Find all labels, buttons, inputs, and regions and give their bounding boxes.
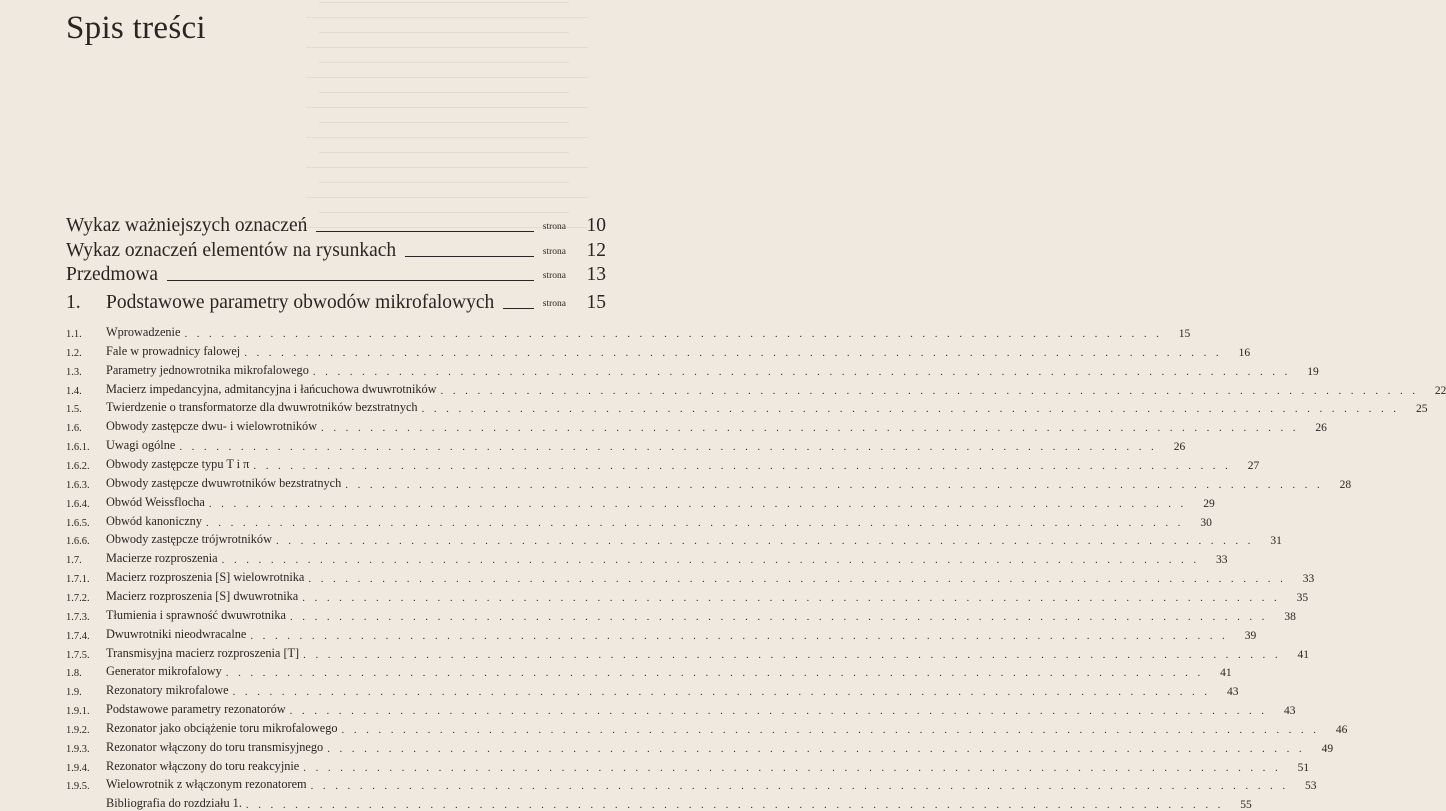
entry-number: 1.9.2.: [66, 724, 90, 736]
toc-entry[interactable]: [66, 455, 1260, 472]
leader-rule: [405, 256, 534, 257]
dot-leader: . . . . . . . . . . . . . . . . . . . . . . . . . . . . . . . . . . . . . . . . . . . . . . . . . . . . . . . . . . . . . . . . . . . . . . . . . . . . . . . .: [303, 761, 1282, 774]
page-number: 43: [1226, 686, 1239, 699]
page-number: 38: [1284, 610, 1296, 623]
dot-leader: . . . . . . . . . . . . . . . . . . . . . . . . . . . . . . . . . . . . . . . . . . . . . . . . . . . . . . . . . . . . . . . . . . . . . . . . . . . . . . . .: [327, 742, 1306, 755]
entry-number: 1.6.5.: [66, 517, 90, 529]
entry-number: 1.2.: [66, 347, 82, 359]
entry-title: Macierz rozproszenia [S] wielowrotnika: [106, 570, 305, 584]
toc-entry[interactable]: [66, 757, 1310, 774]
page-number: 39: [1244, 629, 1257, 642]
page-number: 53: [1304, 780, 1317, 793]
toc-entry[interactable]: [66, 323, 1191, 340]
entry-title: Podstawowe parametry rezonatorów: [106, 702, 286, 716]
dot-leader: . . . . . . . . . . . . . . . . . . . . . . . . . . . . . . . . . . . . . . . . . . . . . . . . . . . . . . . . . . . . . . . . . . . . . . . . . . . . . . . .: [205, 516, 1184, 529]
entry-number: 1.9.3.: [66, 743, 90, 755]
leader-rule: [503, 308, 533, 309]
toc-major-entry[interactable]: [66, 262, 606, 286]
entry-title: Dwuwrotniki nieodwracalne: [106, 626, 247, 641]
page-title: Spis treści: [66, 10, 206, 46]
entry-number: 1.9.: [66, 687, 82, 699]
entry-number: 1.7.3.: [66, 611, 90, 623]
entry-title: Twierdzenie o transformatorze dla dwuwrotników bezstratnych: [106, 400, 418, 415]
dot-leader: . . . . . . . . . . . . . . . . . . . . . . . . . . . . . . . . . . . . . . . . . . . . . . . . . . . . . . . . . . . . . . . . . . . . . . . . . . . . . . . .: [312, 365, 1291, 378]
entry-title: Parametry jednowrotnika mikrofalowego: [106, 362, 309, 377]
toc-entry[interactable]: [66, 436, 1186, 454]
entry-title: Generator mikrofalowy: [106, 664, 222, 679]
toc-entry[interactable]: [66, 549, 1228, 567]
page-number: 13: [586, 264, 606, 285]
entry-number: 1.7.2.: [66, 592, 90, 604]
entry-number: 1.6.3.: [66, 479, 90, 491]
toc-entry[interactable]: [66, 568, 1315, 585]
page-number: 49: [1321, 742, 1334, 755]
toc-entry[interactable]: [66, 493, 1215, 510]
entry-title: Macierz rozproszenia [S] dwuwrotnika: [106, 588, 299, 603]
entry-title: Przedmowa: [66, 264, 159, 285]
entry-title: Wykaz ważniejszych oznaczeń: [66, 215, 308, 236]
dot-leader: . . . . . . . . . . . . . . . . . . . . . . . . . . . . . . . . . . . . . . . . . . . . . . . . . . . . . . . . . . . . . . . . . . . . . . . . . . . . . . . .: [179, 441, 1158, 454]
dot-leader: . . . . . . . . . . . . . . . . . . . . . . . . . . . . . . . . . . . . . . . . . . . . . . . . . . . . . . . . . . . . . . . . . . . . . . . . . . . . . . . .: [421, 403, 1400, 416]
page-number: 28: [1339, 478, 1352, 491]
page-number: 41: [1220, 667, 1232, 680]
entry-title: Wykaz oznaczeń elementów na rysunkach: [66, 240, 397, 261]
toc-entry[interactable]: [66, 530, 1282, 548]
page-number: 27: [1247, 460, 1260, 472]
dot-leader: . . . . . . . . . . . . . . . . . . . . . . . . . . . . . . . . . . . . . . . . . . . . . . . . . . . . . . . . . . . . . . . . . . . . . . . . . . . . . . . .: [275, 535, 1254, 548]
entry-number: 1.6.4.: [66, 498, 90, 510]
entry-title: Rezonator jako obciążenie toru mikrofalowego: [106, 720, 338, 735]
page-number: 55: [1240, 799, 1252, 811]
toc-major-entry[interactable]: [66, 238, 606, 262]
toc-entry[interactable]: [66, 417, 1327, 435]
leader-rule: [316, 231, 533, 232]
toc-entry[interactable]: [66, 700, 1296, 717]
page-number: 12: [586, 240, 606, 261]
strona-label: strona: [542, 222, 566, 232]
entry-number: 1.3.: [66, 366, 82, 378]
dot-leader: . . . . . . . . . . . . . . . . . . . . . . . . . . . . . . . . . . . . . . . . . . . . . . . . . . . . . . . . . . . . . . . . . . . . . . . . . . . . . . . .: [225, 667, 1204, 680]
entry-number: 1.1.: [66, 329, 82, 340]
toc-entry[interactable]: [66, 606, 1296, 623]
dot-leader: . . . . . . . . . . . . . . . . . . . . . . . . . . . . . . . . . . . . . . . . . . . . . . . . . . . . . . . . . . . . . . . . . . . . . . . . . . . . . . . .: [310, 780, 1289, 793]
entry-number: 1.8.: [66, 668, 82, 680]
page-number: 25: [1415, 403, 1428, 416]
entry-title: Macierze rozproszenia: [106, 551, 218, 566]
dot-leader: . . . . . . . . . . . . . . . . . . . . . . . . . . . . . . . . . . . . . . . . . . . . . . . . . . . . . . . . . . . . . . . . . . . . . . . . . . . . . . . .: [221, 554, 1200, 567]
entry-number: 1.6.: [66, 423, 82, 435]
toc-entry[interactable]: [66, 662, 1232, 680]
entry-number: 1.7.4.: [66, 630, 90, 642]
dot-leader: . . . . . . . . . . . . . . . . . . . . . . . . . . . . . . . . . . . . . . . . . . . . . . . . . . . . . . . . . . . . . . . . . . . . . . . . . . . . . . . .: [245, 799, 1224, 811]
page-number: 41: [1297, 648, 1310, 661]
page-number: 31: [1270, 535, 1282, 548]
entry-title: Transmisyjna macierz rozproszenia [T]: [106, 645, 300, 660]
entry-number: 1.5.: [66, 404, 82, 416]
entry-number: 1.9.1.: [66, 706, 90, 717]
toc-entry[interactable]: [66, 361, 1319, 378]
toc-entry[interactable]: [66, 775, 1317, 793]
page-number: 10: [586, 215, 606, 236]
dot-leader: . . . . . . . . . . . . . . . . . . . . . . . . . . . . . . . . . . . . . . . . . . . . . . . . . . . . . . . . . . . . . . . . . . . . . . . . . . . . . . . .: [302, 591, 1281, 604]
page-number: 16: [1238, 346, 1251, 359]
page-number: 26: [1315, 422, 1327, 435]
toc-entry[interactable]: [66, 398, 1428, 416]
entry-title: Obwód Weissflocha: [106, 494, 205, 509]
page-number: 33: [1216, 554, 1228, 567]
toc-entry[interactable]: [66, 380, 1446, 397]
page-number: 29: [1203, 497, 1215, 510]
page-number: 35: [1296, 591, 1309, 604]
strona-label: strona: [542, 299, 566, 309]
toc-entry[interactable]: [66, 738, 1334, 755]
dot-leader: . . . . . . . . . . . . . . . . . . . . . . . . . . . . . . . . . . . . . . . . . . . . . . . . . . . . . . . . . . . . . . . . . . . . . . . . . . . . . . . .: [184, 328, 1163, 340]
dot-leader: . . . . . . . . . . . . . . . . . . . . . . . . . . . . . . . . . . . . . . . . . . . . . . . . . . . . . . . . . . . . . . . . . . . . . . . . . . . . . . . .: [341, 723, 1320, 736]
toc-entry[interactable]: [66, 794, 1252, 811]
strona-label: strona: [542, 271, 566, 281]
entry-number: 1.6.2.: [66, 461, 90, 472]
dot-leader: . . . . . . . . . . . . . . . . . . . . . . . . . . . . . . . . . . . . . . . . . . . . . . . . . . . . . . . . . . . . . . . . . . . . . . . . . . . . . . . .: [232, 686, 1211, 699]
dot-leader: . . . . . . . . . . . . . . . . . . . . . . . . . . . . . . . . . . . . . . . . . . . . . . . . . . . . . . . . . . . . . . . . . . . . . . . . . . . . . . . .: [345, 478, 1324, 491]
toc-entry[interactable]: [66, 681, 1239, 699]
page-number: 15: [586, 292, 606, 313]
entry-number: 1.6.1.: [66, 442, 90, 454]
page-number: 43: [1283, 705, 1296, 717]
dot-leader: . . . . . . . . . . . . . . . . . . . . . . . . . . . . . . . . . . . . . . . . . . . . . . . . . . . . . . . . . . . . . . . . . . . . . . . . . . . . . . . .: [244, 346, 1223, 359]
entry-title: Rezonator włączony do toru reakcyjnie: [106, 758, 300, 773]
toc-major-entry[interactable]: [66, 213, 606, 237]
entry-title: Fale w prowadnicy falowej: [106, 343, 241, 358]
entry-title: Obwody zastępcze dwuwrotników bezstratnych: [106, 475, 342, 490]
toc-entry[interactable]: [66, 719, 1348, 736]
dot-leader: . . . . . . . . . . . . . . . . . . . . . . . . . . . . . . . . . . . . . . . . . . . . . . . . . . . . . . . . . . . . . . . . . . . . . . . . . . . . . . . .: [440, 384, 1419, 397]
toc-entry[interactable]: [66, 512, 1212, 529]
dot-leader: . . . . . . . . . . . . . . . . . . . . . . . . . . . . . . . . . . . . . . . . . . . . . . . . . . . . . . . . . . . . . . . . . . . . . . . . . . . . . . . .: [253, 460, 1232, 472]
entry-number: 1.7.1.: [66, 574, 90, 585]
page-number: 51: [1297, 761, 1310, 774]
entry-number: 1.7.5.: [66, 649, 90, 661]
entry-number: 1.9.4.: [66, 762, 90, 774]
entry-title: Rezonatory mikrofalowe: [106, 683, 229, 698]
entry-title: Obwody zastępcze typu T i π: [106, 457, 250, 471]
toc-entry[interactable]: [66, 625, 1257, 642]
dot-leader: . . . . . . . . . . . . . . . . . . . . . . . . . . . . . . . . . . . . . . . . . . . . . . . . . . . . . . . . . . . . . . . . . . . . . . . . . . . . . . . .: [308, 573, 1287, 585]
entry-number: 1.7.: [66, 555, 82, 567]
dot-leader: . . . . . . . . . . . . . . . . . . . . . . . . . . . . . . . . . . . . . . . . . . . . . . . . . . . . . . . . . . . . . . . . . . . . . . . . . . . . . . . .: [250, 629, 1229, 642]
entry-number: 1.: [66, 292, 81, 313]
toc-major-entry[interactable]: [66, 290, 606, 314]
page-number: 26: [1173, 441, 1186, 454]
entry-number: 1.9.5.: [66, 781, 90, 793]
page-number: 15: [1178, 328, 1191, 340]
toc-entry[interactable]: [66, 474, 1352, 491]
toc-entry[interactable]: [66, 587, 1309, 604]
entry-number: 1.6.6.: [66, 536, 90, 548]
page-number: 46: [1335, 723, 1348, 736]
entry-title: Bibliografia do rozdziału 1.: [106, 796, 242, 811]
entry-title: Obwody zastępcze dwu- i wielowrotników: [106, 419, 318, 434]
entry-title: Uwagi ogólne: [106, 438, 176, 453]
dot-leader: . . . . . . . . . . . . . . . . . . . . . . . . . . . . . . . . . . . . . . . . . . . . . . . . . . . . . . . . . . . . . . . . . . . . . . . . . . . . . . . .: [321, 422, 1299, 435]
page-number: 19: [1307, 365, 1319, 378]
toc-entry[interactable]: [66, 342, 1251, 359]
entry-title: Wprowadzenie: [106, 325, 181, 339]
entry-title: Macierz impedancyjna, admitancyjna i łańcuchowa dwuwrotników: [106, 381, 437, 396]
toc-entry[interactable]: [66, 644, 1310, 661]
page-number: 30: [1200, 516, 1212, 529]
dot-leader: . . . . . . . . . . . . . . . . . . . . . . . . . . . . . . . . . . . . . . . . . . . . . . . . . . . . . . . . . . . . . . . . . . . . . . . . . . . . . . . .: [289, 705, 1268, 717]
entry-title: Obwody zastępcze trójwrotników: [106, 532, 272, 547]
entry-title: Tłumienia i sprawność dwuwrotnika: [106, 607, 286, 622]
page-number: 33: [1302, 573, 1315, 585]
dot-leader: . . . . . . . . . . . . . . . . . . . . . . . . . . . . . . . . . . . . . . . . . . . . . . . . . . . . . . . . . . . . . . . . . . . . . . . . . . . . . . . .: [303, 648, 1282, 661]
leader-rule: [167, 280, 534, 281]
dot-leader: . . . . . . . . . . . . . . . . . . . . . . . . . . . . . . . . . . . . . . . . . . . . . . . . . . . . . . . . . . . . . . . . . . . . . . . . . . . . . . . .: [208, 497, 1187, 510]
entry-title: Rezonator włączony do toru transmisyjnego: [106, 739, 324, 754]
entry-title: Wielowrotnik z włączonym rezonatorem: [106, 777, 307, 792]
page-number: 22: [1434, 384, 1446, 397]
entry-title: Podstawowe parametry obwodów mikrofalowych: [106, 292, 495, 313]
entry-title: Obwód kanoniczny: [106, 513, 202, 528]
entry-number: 1.4.: [66, 385, 82, 397]
dot-leader: . . . . . . . . . . . . . . . . . . . . . . . . . . . . . . . . . . . . . . . . . . . . . . . . . . . . . . . . . . . . . . . . . . . . . . . . . . . . . . . .: [289, 610, 1268, 623]
strona-label: strona: [542, 247, 566, 257]
